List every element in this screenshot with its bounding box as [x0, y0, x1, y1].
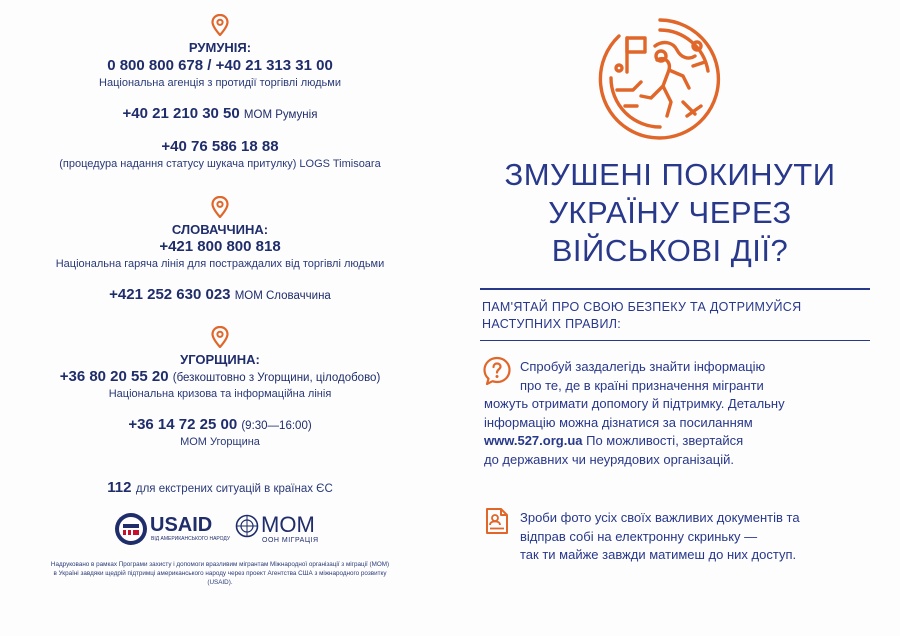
tip-text: По можливості, звертайся: [582, 433, 744, 448]
rules-subheading: [482, 299, 872, 333]
tip-text: інформацію можна дізнатися за посиланням: [484, 414, 753, 430]
tip-save-documents: [484, 509, 864, 565]
tip-text: Спробуй заздалегідь знайти інформацію: [520, 359, 766, 374]
usaid-logo-text: USAID: [150, 514, 213, 536]
country-label: РУМУНІЯ:: [188, 40, 252, 55]
emergency-line: [0, 479, 440, 497]
country-label: УГОРЩИНА:: [180, 352, 260, 367]
phone-number: 0 800 800 678 / +40 21 313 31 00: [107, 57, 333, 74]
iom-logo-text: МОМ: [261, 512, 315, 537]
usaid-seal-icon: [114, 512, 148, 546]
phone-description: МОМ Угорщина: [180, 436, 260, 448]
un-emblem-icon: [235, 514, 259, 538]
phone-description: Національна агенція з протидії торгівлі людьми: [99, 77, 341, 89]
iom-logo-subtitle: ООН МІГРАЦІЯ: [262, 537, 319, 544]
phone-number: +421 800 800 818: [159, 238, 281, 255]
country-label: СЛОВАЧЧИНА:: [171, 222, 269, 237]
emergency-description: для екстрених ситуацій в країнах ЄС: [135, 483, 333, 495]
subheading-line: НАСТУПНИХ ПРАВИЛ:: [482, 317, 622, 331]
phone-number: +36 14 72 25 00: [128, 416, 238, 433]
partner-logos: [0, 512, 440, 552]
divider: [480, 340, 870, 341]
location-pin-icon: [211, 14, 229, 36]
phone-number: +40 21 210 30 50: [122, 105, 240, 122]
website-link[interactable]: www.527.org.ua: [484, 433, 583, 448]
tip-text: про те, де в країні призначення мігранти: [520, 377, 764, 393]
usaid-logo-subtitle: ВІД АМЕРИКАНСЬКОГО НАРОДУ: [151, 536, 231, 542]
phone-note: (9:30—16:00): [241, 420, 312, 432]
phone-line: [0, 105, 440, 122]
tip-text: Зроби фото усіх своїх важливих документів та: [520, 510, 800, 525]
contacts-panel: [0, 0, 440, 636]
title-line: ЗМУШЕНІ ПОКИНУТИ: [504, 157, 836, 192]
tip-text: так ти майже завжди матимеш до них доступ.: [520, 547, 797, 562]
phone-description: (процедура надання статусу шукача притулку) LOGS Timisoara: [59, 158, 381, 170]
title-line: ВІЙСЬКОВІ ДІЇ?: [551, 233, 789, 268]
phone-note: (безкоштовно з Угорщини, цілодобово): [172, 372, 381, 384]
phone-description: Національна гаряча лінія для постраждалих від торгівлі людьми: [55, 258, 385, 270]
phone-number: +36 80 20 55 20: [59, 368, 169, 385]
tip-text: відправ собі на електронну скриньку —: [520, 528, 758, 544]
phone-note: МОМ Словаччина: [234, 290, 331, 302]
location-pin-icon: [211, 196, 229, 218]
tip-find-information: [484, 358, 864, 469]
migrant-globe-emblem-icon: [597, 16, 723, 142]
page-title: [460, 156, 880, 270]
slovakia-section: [0, 196, 440, 303]
tip-text: можуть отримати допомогу й підтримку. Детальну: [484, 396, 785, 411]
phone-line: [0, 416, 440, 433]
emergency-number: 112: [107, 479, 132, 496]
footer-note: Надруковано в рамках Програми захисту і допомоги вразливим мігрантам Міжнародної організації з міграції (МОМ) в Україні завдяки щедрій підтримці американського народу через проект Агентства США з міжнародного розвитку (USAID).: [50, 561, 390, 586]
phone-description: Національна кризова та інформаційна лінія: [108, 388, 332, 400]
phone-number: +40 76 586 18 88: [161, 138, 279, 155]
romania-section: [0, 14, 440, 170]
phone-line: [0, 368, 440, 385]
info-panel: [460, 0, 900, 636]
phone-number: +421 252 630 023: [109, 286, 231, 303]
tip-text: до державних чи неурядових організацій.: [484, 451, 734, 467]
divider: [480, 288, 870, 290]
location-pin-icon: [211, 326, 229, 348]
phone-note: МОМ Румунія: [243, 109, 318, 121]
phone-line: [0, 286, 440, 303]
subheading-line: ПАМ'ЯТАЙ ПРО СВОЮ БЕЗПЕКУ ТА ДОТРИМУЙСЯ: [482, 300, 802, 314]
hungary-section: [0, 326, 440, 448]
title-line: УКРАЇНУ ЧЕРЕЗ: [548, 195, 792, 230]
